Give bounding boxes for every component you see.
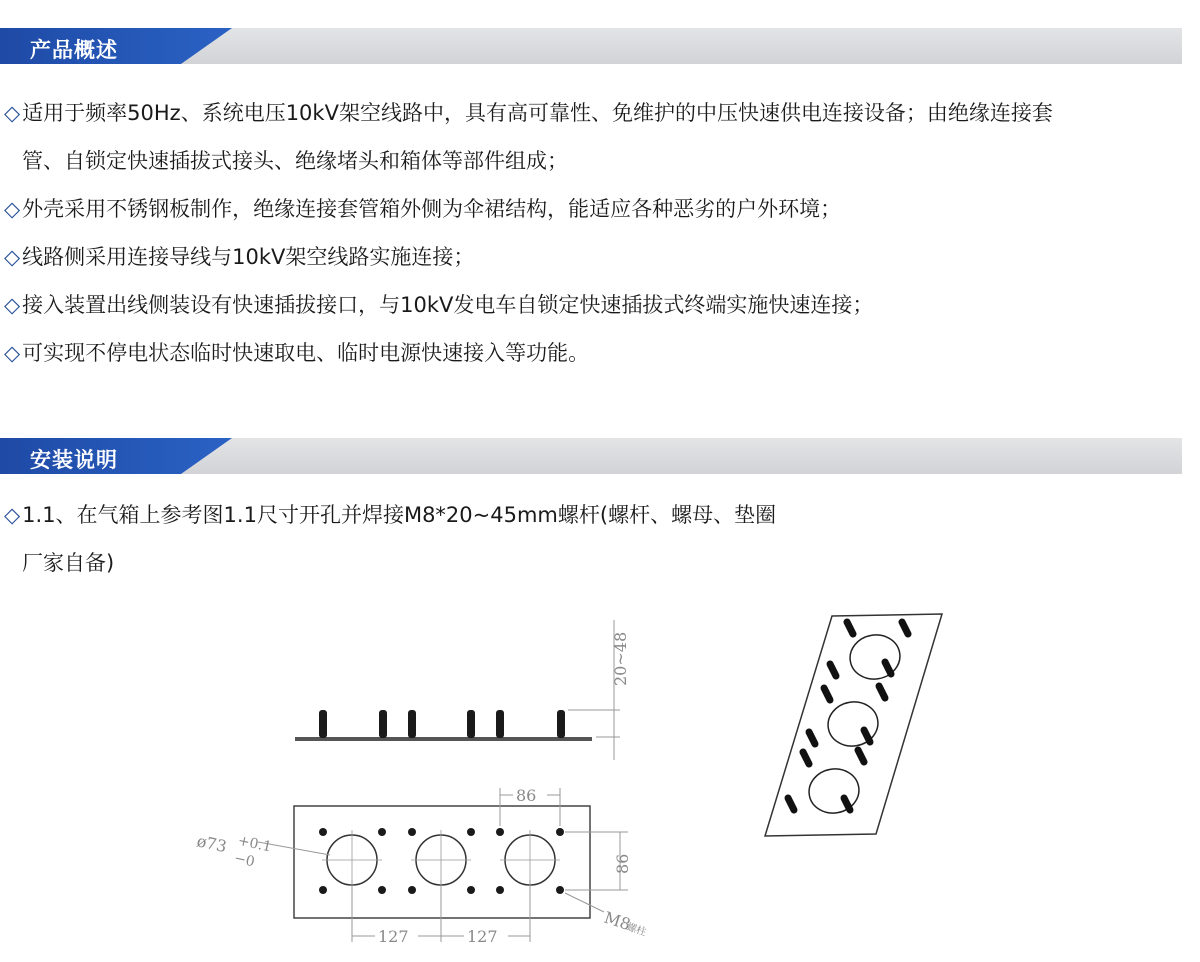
top-view (194, 786, 650, 946)
install-line-1: ◇1.1、在气箱上参考图1.1尺寸开孔并焊接M8*20~45mm螺杆(螺杆、螺母、垫圈 (4, 503, 777, 527)
section-title-install: 安装说明 (30, 448, 118, 472)
dim-spacing-side-label: 86 (613, 853, 632, 874)
dim-spacing-top-label: 86 (516, 786, 537, 805)
install-line-1-cont: 厂家自备) (22, 551, 115, 575)
dim-bolt-note: 螺柱 (624, 921, 648, 939)
overview-line-2: ◇外壳采用不锈钢板制作，绝缘连接套管箱外侧为伞裙结构，能适应各种恶劣的户外环境； (4, 197, 842, 221)
diamond-bullet-icon: ◇ (4, 341, 21, 365)
dim-hole-label: ø73 (195, 831, 229, 857)
overview-line-5: ◇可实现不停电状态临时快速取电、临时电源快速接入等功能。 (4, 341, 590, 365)
dim-height-label: 20~48 (611, 631, 630, 686)
dim-hole-tol-upper: +0.1 (236, 832, 273, 856)
diamond-bullet-icon: ◇ (4, 101, 21, 125)
dim-bolt-label: M8 (601, 907, 633, 935)
diamond-bullet-icon: ◇ (4, 245, 21, 269)
section-title-overview: 产品概述 (30, 38, 118, 62)
dim-hole-tol-lower: −0 (232, 850, 257, 871)
overview-line-3: ◇线路侧采用连接导线与10kV架空线路实施连接； (4, 245, 475, 269)
side-view (295, 620, 630, 760)
diamond-bullet-icon: ◇ (4, 503, 21, 527)
diamond-bullet-icon: ◇ (4, 293, 21, 317)
overview-line-1-cont: 管、自锁定快速插拔式接头、绝缘堵头和箱体等部件组成； (22, 149, 568, 173)
overview-line-4: ◇接入装置出线侧装设有快速插拔接口，与10kV发电车自锁定快速插拔式终端实施快速连接； (4, 293, 874, 317)
overview-line-1: ◇适用于频率50Hz、系统电压10kV架空线路中，具有高可靠性、免维护的中压快速供电连接设备；由绝缘连接套 (4, 101, 1053, 125)
dim-pitch-1-label: 127 (378, 927, 409, 946)
dim-pitch-2-label: 127 (467, 927, 498, 946)
isometric-view (765, 614, 942, 836)
diamond-bullet-icon: ◇ (4, 197, 21, 221)
